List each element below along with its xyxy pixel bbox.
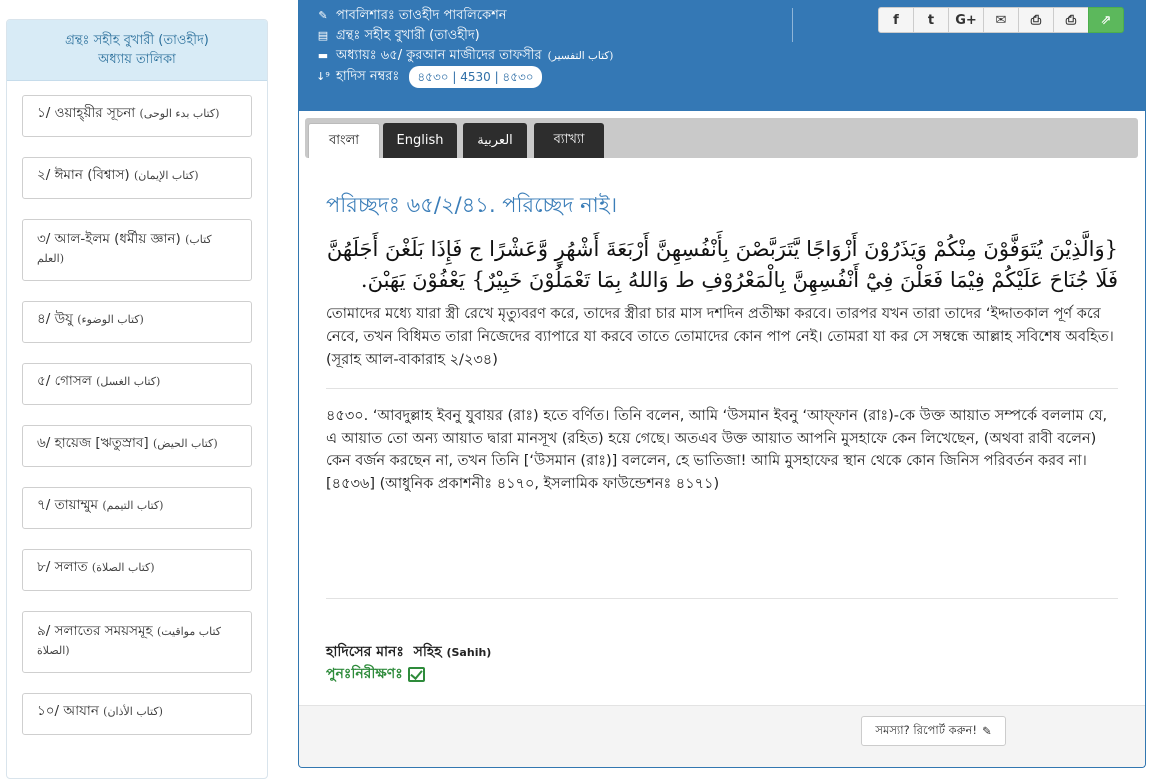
chapter-name[interactable]: অধ্যায়ঃ ৬৫/ কুরআন মাজীদের তাফসীর [336,48,542,63]
chapter-item[interactable] [22,157,252,199]
report-label: সমস্যা? রিপোর্ট করুন! [875,722,977,737]
chapter-item[interactable] [22,549,252,591]
hadis-number-label: হাদিস নম্বরঃ [336,69,400,84]
hadith-text: ৪৫৩০. ‘আবদুল্লাহ ইবনু যুবায়র (রাঃ) হতে বর্ণিত। তিনি বলেন, আমি ‘উসমান ইবনু ‘আফ্‌ফান (রাঃ)-কে উক্ত আয়াত সম্পর্কে বললাম যে, এ আয়াত তো অন্য আয়াত দ্বারা মানসূখ (রহিত) হয়ে গেছে। অতএব উক্ত আয়াত আপনি মুসহাফে কেন লিখেছেন, (অথবা রাবী বলেন) কেন বর্জন করছেন না, তখন তিনি [‘উসমান (রাঃ)] বললেন, হে ভাতিজা! আমি মুসহাফের স্থান থেকে কোন জিনিস পরিবর্তন করব না। [৪৫৩৬] (আধুনিক প্রকাশনীঃ ৪১৭০, ইসলামিক ফাউন্ডেশনঃ ৪১৭১) [326,408,1108,492]
sidebar-list-title: অধ্যায় তালিকা [98,52,176,67]
pencil-icon: ✎ [982,724,992,738]
chapter-arabic: (كتاب الوضوء) [77,313,144,326]
pencil-icon: ✎ [318,9,328,22]
chapter-label: ১০/ আযান [37,703,99,719]
chapter-item[interactable] [22,301,252,343]
hadith-grade [326,640,491,664]
google-plus-icon[interactable]: G+ [948,7,984,33]
hadith-panel [298,0,1146,768]
sidebar-header [7,20,267,81]
external-link-icon[interactable]: ⇗ [1088,7,1124,33]
verse-translation: তোমাদের মধ্যে যারা স্ত্রী রেখে মৃত্যুবরণ করে, তাদের স্ত্রীরা চার মাস দশদিন প্রতীক্ষা করবে। তারপর যখন তারা তাদের ‘ইদ্দাতকাল পূর্ণ করে নেবে, তখন বিধিমত তারা নিজেদের ব্যাপারে যা করবে তাতে তোমাদের কোন পাপ নেই। তোমরা যা কর সে সম্বন্ধে আল্লাহ সবিশেষ অবহিত। (সূরাহ আল-বাকারাহ ২/২৩৪) [326,306,1114,368]
arabic-verse: {وَالَّذِيْنَ يُتَوَفَّوْنَ مِنْكُمْ وَيَذَرُوْنَ أَزْوَاجًا يَّتَرَبَّصْنَ بِأَنْفُسِهِنَّ أَرْبَعَةَ أَشْهُرٍ وَّعَشْرًا ج فَإِذَا بَلَغْنَ أَجَلَهُنَّ فَلَا جُنَاحَ عَلَيْكُمْ فِيْمَا فَعَلْنَ فِيْٓ أَنْفُسِهِنَّ بِالْمَعْرُوْفِ ط وَاللهُ بِمَا تَعْمَلُوْنَ خَبِيْرٌ} يَعْفُوْنَ يَهَبْنَ. [326,237,1118,292]
chapter-arabic: (كتاب الحيض) [152,437,218,450]
hadith-content [326,190,1118,495]
chapter-list [7,81,267,735]
tab-english[interactable]: English [383,123,457,158]
chapter-label: ৯/ সলাতের সময়সমূহ [37,623,153,639]
chapter-item[interactable] [22,425,252,467]
divider [326,598,1118,599]
chapter-label: ৩/ আল-ইলম (ধর্মীয় জ্ঞান) [37,231,181,247]
grade-label: হাদিসের মানঃ [326,644,404,660]
grade-value-english: (Sahih) [446,646,492,659]
pdf-icon[interactable]: ⎙ [1018,7,1054,33]
chapter-label: ৭/ তায়াম্মুম [37,497,99,513]
publisher: পাবলিশারঃ তাওহীদ পাবলিকেশন [336,8,507,23]
chapter-arabic: (كتاب مواقيت الصلاة) [37,625,222,657]
report-problem-button[interactable] [861,716,1006,746]
chapter-item[interactable] [22,219,252,281]
chapter-item[interactable] [22,611,252,673]
print-icon[interactable]: ⎙ [1053,7,1089,33]
review-status [326,662,425,686]
header-divider [792,8,793,42]
envelope-icon[interactable]: ✉ [983,7,1019,33]
tab-bangla[interactable]: বাংলা [308,123,380,158]
section-title: পরিচ্ছদঃ ৬৫/২/৪১. পরিচ্ছেদ নাই। [326,193,618,217]
chapter-label: ২/ ঈমান (বিশ্বাস) [37,167,130,183]
chapter-arabic: (كتاب العلم) [37,233,212,265]
chapter-label: ৫/ গোসল [37,373,92,389]
hadith-header [299,0,1145,111]
chapter-name-arabic: (كتاب التفسير) [547,50,614,62]
sort-numeric-icon: ↓⁹ [316,70,330,83]
chapter-item[interactable] [22,363,252,405]
facebook-icon[interactable]: f [878,7,914,33]
check-square-icon [408,667,425,682]
chapter-item[interactable] [22,693,252,735]
folder-icon: ▬ [317,49,329,62]
share-toolbar [879,7,1124,33]
grade-value: সহিহ [413,644,442,660]
hadith-meta [316,6,613,88]
chapter-sidebar [6,19,268,779]
chapter-arabic: (كتاب الصلاة) [91,561,155,574]
hadis-number-badge: ৪৫৩০ | 4530 | ৪৫৩০ [409,66,541,88]
divider [326,388,1118,389]
panel-footer [299,705,1145,767]
chapter-arabic: (كتاب الأذان) [103,705,163,718]
tab-explanation[interactable]: ব্যাখ্যা [534,123,604,158]
chapter-label: ১/ ওয়াহ্‌য়ীর সূচনা [37,105,136,121]
sidebar-book-title: গ্রন্থঃ সহীহ বুখারী (তাওহীদ) [65,33,209,48]
chapter-arabic: (كتاب التيمم) [102,499,164,512]
chapter-item[interactable] [22,487,252,529]
chapter-label: ৮/ সলাত [37,559,88,575]
chapter-arabic: (كتاب الغسل) [96,375,161,388]
book-name: গ্রন্থঃ সহীহ বুখারী (তাওহীদ) [336,28,480,43]
book-icon: ▤ [317,29,329,42]
chapter-label: ৪/ উযু [37,311,73,327]
twitter-icon[interactable]: t [913,7,949,33]
language-tabs [305,118,1138,158]
chapter-arabic: (كتاب الإيمان) [133,169,199,182]
review-label: পুনঃনিরীক্ষণঃ [326,666,403,682]
chapter-arabic: (كتاب بدء الوحى) [139,107,220,120]
tab-arabic[interactable]: العربية [463,123,527,158]
chapter-label: ৬/ হায়েজ [ঋতুস্রাব] [37,435,149,451]
chapter-item[interactable] [22,95,252,137]
